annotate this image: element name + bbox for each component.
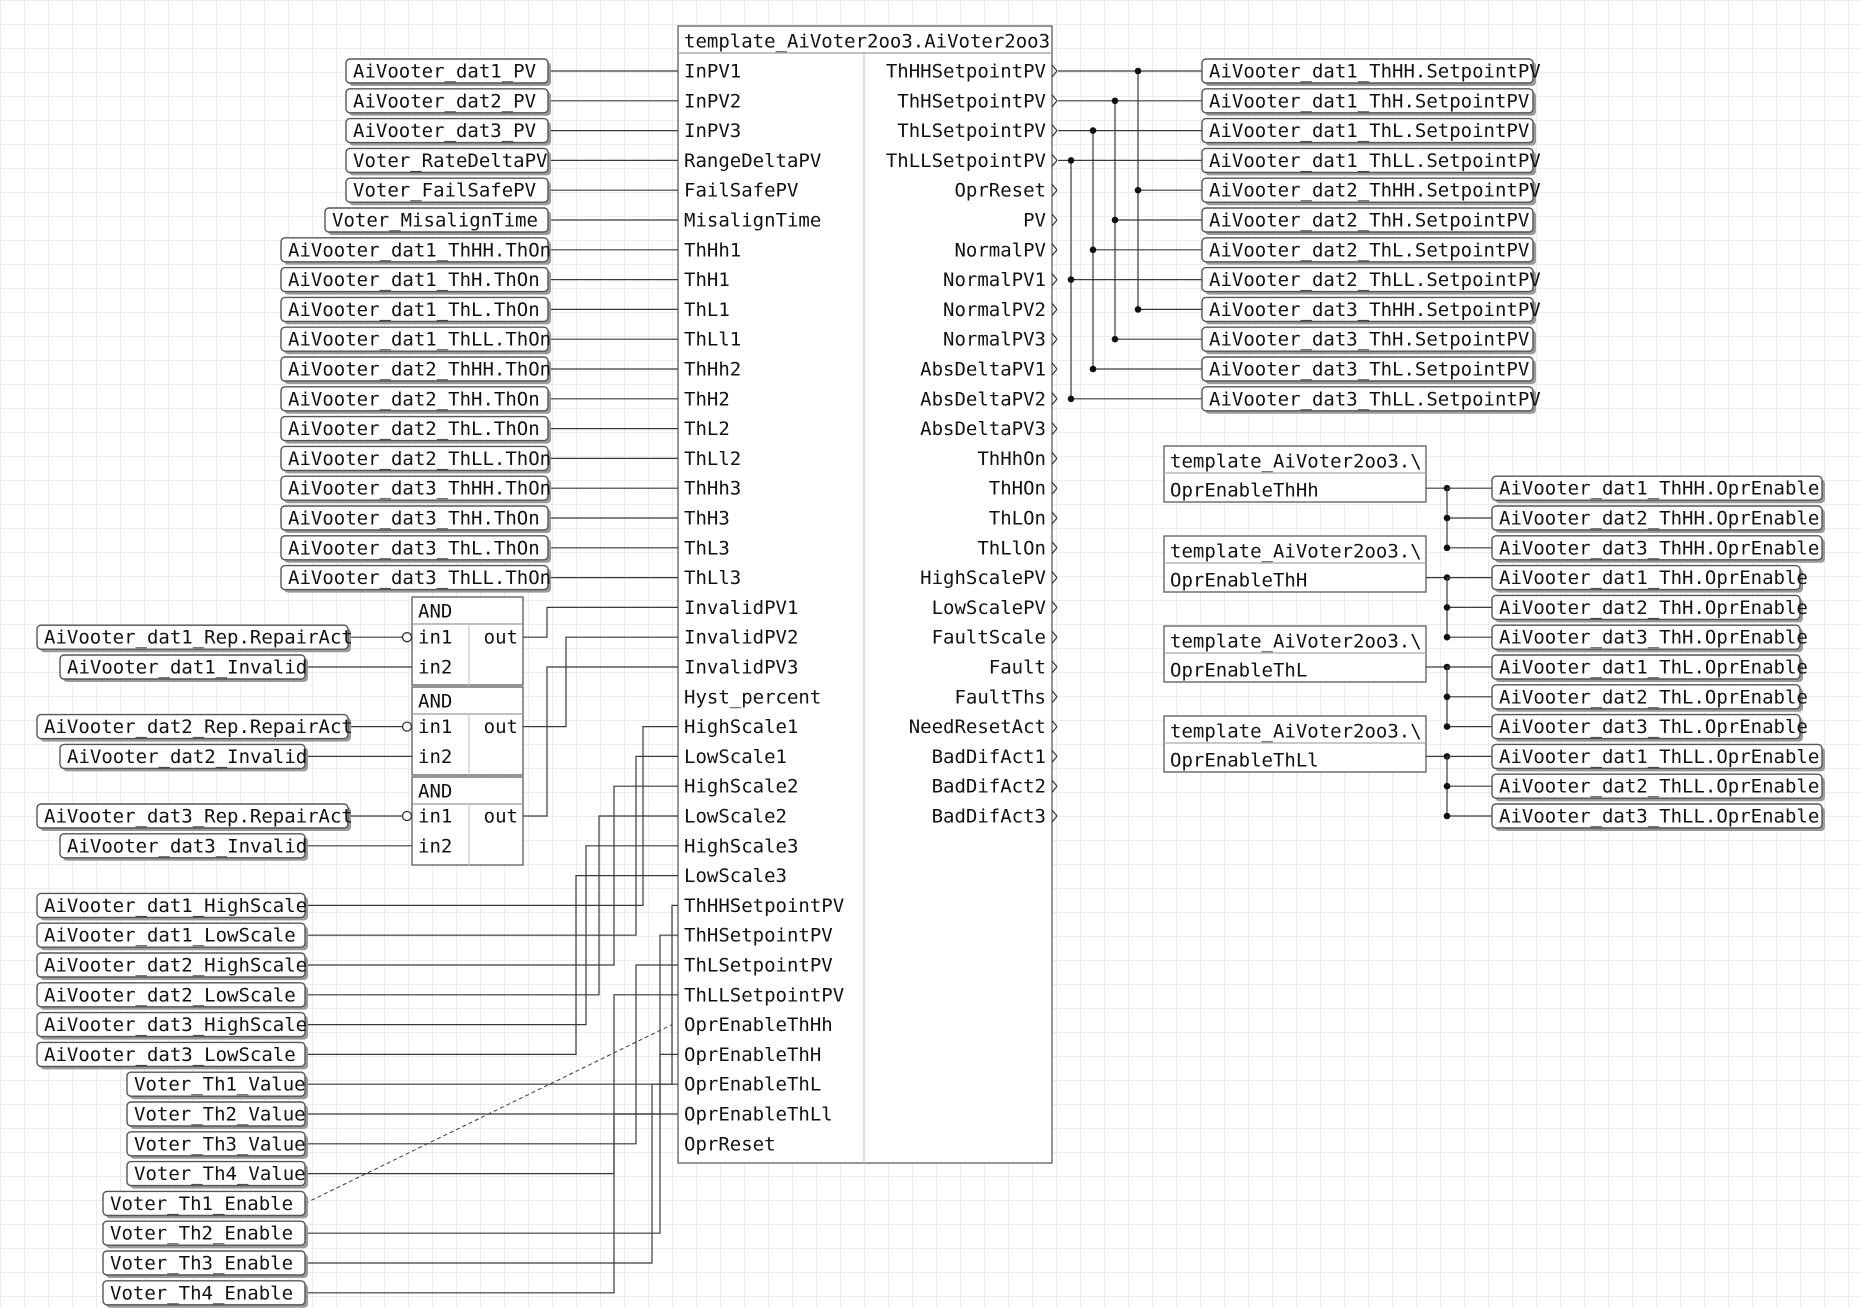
block-output-pin: ThHHSetpointPV bbox=[885, 60, 1046, 83]
output-tag-label: AiVooter_dat2_ThH.OprEnable bbox=[1499, 596, 1808, 619]
opr-source-line2: OprEnableThH bbox=[1170, 569, 1308, 592]
block-input-pin: ThHSetpointPV bbox=[684, 924, 833, 947]
block-input-pin: ThL3 bbox=[684, 537, 730, 560]
block-input-pin: ThH1 bbox=[684, 269, 730, 292]
junction-dot bbox=[1112, 336, 1119, 343]
junction-dot bbox=[1135, 68, 1142, 75]
block-output-pin: FaultThs bbox=[954, 686, 1046, 709]
pin-chevron bbox=[1052, 458, 1057, 464]
input-tag-label: Voter_Th3_Enable bbox=[110, 1252, 294, 1275]
block-title: template_AiVoter2oo3.AiVoter2oo3 bbox=[684, 30, 1051, 53]
opr-source-line2: OprEnableThL bbox=[1170, 659, 1308, 682]
block-output-pin: ThHOn bbox=[988, 477, 1046, 500]
block-input-pin: ThLl3 bbox=[684, 567, 742, 590]
block-output-pin: ThLSetpointPV bbox=[897, 120, 1046, 143]
block-input-pin: ThHh2 bbox=[684, 358, 742, 381]
pin-chevron bbox=[1052, 572, 1057, 578]
pin-chevron bbox=[1052, 423, 1057, 429]
block-input-pin: InvalidPV3 bbox=[684, 656, 799, 679]
block-input-pin: ThH3 bbox=[684, 507, 730, 530]
block-output-pin: OprReset bbox=[954, 179, 1046, 202]
and-gate-in2-pin: in2 bbox=[418, 745, 453, 768]
input-tag-label: AiVooter_dat1_LowScale bbox=[44, 924, 296, 947]
block-input-pin: FailSafePV bbox=[684, 179, 799, 202]
output-tag-label: AiVooter_dat2_ThL.SetpointPV bbox=[1209, 239, 1530, 262]
block-input-pin: InvalidPV2 bbox=[684, 626, 799, 649]
block-input-pin: HighScale2 bbox=[684, 775, 799, 798]
and-gate-in1-pin: in1 bbox=[418, 716, 453, 739]
opr-source-line1: template_AiVoter2oo3.\ bbox=[1170, 720, 1422, 743]
opr-source-line1: template_AiVoter2oo3.\ bbox=[1170, 450, 1422, 473]
input-tag-label: AiVooter_dat3_HighScale bbox=[44, 1014, 308, 1037]
input-tag-label: AiVooter_dat1_Invalid bbox=[67, 656, 308, 679]
input-tag-label: Voter_Th3_Value bbox=[134, 1133, 306, 1156]
output-tag-label: AiVooter_dat2_ThHH.SetpointPV bbox=[1209, 179, 1541, 202]
block-input-pin: HighScale1 bbox=[684, 716, 799, 739]
block-input-pin: InPV2 bbox=[684, 90, 742, 113]
negation-circle bbox=[403, 812, 412, 821]
output-tag-label: AiVooter_dat3_ThH.SetpointPV bbox=[1209, 328, 1530, 351]
block-input-pin: ThLl1 bbox=[684, 328, 742, 351]
pin-chevron bbox=[1052, 160, 1057, 166]
pin-chevron bbox=[1052, 691, 1057, 697]
input-tag-label: AiVooter_dat2_ThL.ThOn bbox=[288, 418, 540, 441]
block-output-pin: PV bbox=[1023, 209, 1046, 232]
block-input-pin: ThLLSetpointPV bbox=[684, 984, 845, 1007]
and-gate-in1-pin: in1 bbox=[418, 626, 453, 649]
input-tag-label: Voter_Th2_Value bbox=[134, 1103, 306, 1126]
block-output-pin: NormalPV bbox=[954, 239, 1046, 262]
output-tag-label: AiVooter_dat2_ThHH.OprEnable bbox=[1499, 507, 1820, 530]
pin-chevron bbox=[1052, 280, 1057, 286]
block-output-pin: AbsDeltaPV1 bbox=[920, 358, 1046, 381]
input-tag-label: AiVooter_dat2_ThHH.ThOn bbox=[288, 358, 552, 381]
and-gate-out-pin: out bbox=[483, 805, 518, 828]
input-tag-label: AiVooter_dat2_Rep.RepairAct bbox=[44, 716, 353, 739]
pin-chevron bbox=[1052, 482, 1057, 488]
and-gate-title: AND bbox=[418, 690, 453, 713]
output-tag-label: AiVooter_dat1_ThHH.SetpointPV bbox=[1209, 60, 1541, 83]
junction-dot bbox=[1112, 98, 1119, 105]
block-output-pin: LowScalePV bbox=[931, 596, 1046, 619]
input-tag-label: AiVooter_dat3_PV bbox=[353, 120, 537, 143]
block-input-pin: OprEnableThH bbox=[684, 1043, 822, 1066]
output-tag-label: AiVooter_dat2_ThL.OprEnable bbox=[1499, 686, 1808, 709]
block-input-pin: ThL1 bbox=[684, 298, 730, 321]
junction-dot bbox=[1444, 694, 1451, 701]
and-gate-out-pin: out bbox=[483, 716, 518, 739]
pin-chevron bbox=[1052, 601, 1057, 607]
block-input-pin: ThLSetpointPV bbox=[684, 954, 833, 977]
block-output-pin: BadDifAct3 bbox=[931, 805, 1046, 828]
block-input-pin: ThHh1 bbox=[684, 239, 742, 262]
block-output-pin: AbsDeltaPV3 bbox=[920, 418, 1046, 441]
pin-chevron bbox=[1052, 750, 1057, 756]
junction-dot bbox=[1444, 813, 1451, 820]
pin-chevron bbox=[1052, 393, 1057, 399]
pin-chevron bbox=[1052, 214, 1057, 220]
input-tag-label: AiVooter_dat2_ThLL.ThOn bbox=[288, 447, 552, 470]
pin-chevron bbox=[1052, 303, 1057, 309]
block-output-pin: ThLLSetpointPV bbox=[885, 149, 1046, 172]
block-output-pin: ThHSetpointPV bbox=[897, 90, 1046, 113]
pin-chevron bbox=[1052, 661, 1057, 667]
pin-chevron bbox=[1052, 548, 1057, 554]
pin-chevron bbox=[1052, 607, 1057, 613]
pin-chevron bbox=[1052, 786, 1057, 792]
pin-chevron bbox=[1052, 333, 1057, 339]
and-gate-in1-pin: in1 bbox=[418, 805, 453, 828]
input-tag-label: AiVooter_dat3_ThLL.ThOn bbox=[288, 567, 552, 590]
and-gate-title: AND bbox=[418, 600, 453, 623]
pin-chevron bbox=[1052, 250, 1057, 256]
block-input-pin: OprEnableThHh bbox=[684, 1014, 833, 1037]
pin-chevron bbox=[1052, 244, 1057, 250]
output-tag-label: AiVooter_dat3_ThHH.SetpointPV bbox=[1209, 298, 1541, 321]
opr-source-line1: template_AiVoter2oo3.\ bbox=[1170, 630, 1422, 653]
input-tag-label: Voter_Th1_Value bbox=[134, 1073, 306, 1096]
junction-dot bbox=[1444, 723, 1451, 730]
junction-dot bbox=[1444, 545, 1451, 552]
opr-source-line2: OprEnableThHh bbox=[1170, 479, 1319, 502]
input-tag-label: Voter_Th4_Value bbox=[134, 1163, 306, 1186]
junction-dot bbox=[1135, 306, 1142, 313]
input-wire bbox=[305, 1114, 678, 1293]
pin-chevron bbox=[1052, 309, 1057, 315]
block-input-pin: InvalidPV1 bbox=[684, 596, 799, 619]
block-output-pin: HighScalePV bbox=[920, 567, 1046, 590]
pin-chevron bbox=[1052, 154, 1057, 160]
pin-chevron bbox=[1052, 721, 1057, 727]
pin-chevron bbox=[1052, 816, 1057, 822]
block-input-pin: InPV1 bbox=[684, 60, 742, 83]
junction-dot bbox=[1090, 366, 1097, 373]
block-output-pin: NormalPV3 bbox=[943, 328, 1046, 351]
output-tag-label: AiVooter_dat3_ThLL.OprEnable bbox=[1499, 805, 1820, 828]
block-input-pin: LowScale2 bbox=[684, 805, 787, 828]
block-input-pin: ThHHSetpointPV bbox=[684, 894, 845, 917]
input-tag-label: AiVooter_dat3_Invalid bbox=[67, 835, 308, 858]
output-tag-label: AiVooter_dat3_ThLL.SetpointPV bbox=[1209, 388, 1541, 411]
output-tag-label: AiVooter_dat2_ThH.SetpointPV bbox=[1209, 209, 1530, 232]
pin-chevron bbox=[1052, 542, 1057, 548]
block-output-pin: NormalPV2 bbox=[943, 298, 1046, 321]
input-tag-label: Voter_FailSafePV bbox=[353, 179, 537, 202]
block-input-pin: ThH2 bbox=[684, 388, 730, 411]
pin-chevron bbox=[1052, 488, 1057, 494]
and-gate-title: AND bbox=[418, 780, 453, 803]
input-tag-label: AiVooter_dat1_ThL.ThOn bbox=[288, 298, 540, 321]
junction-dot bbox=[1444, 515, 1451, 522]
opr-source-line1: template_AiVoter2oo3.\ bbox=[1170, 540, 1422, 563]
block-output-pin: BadDifAct1 bbox=[931, 745, 1046, 768]
block-input-pin: ThL2 bbox=[684, 418, 730, 441]
input-tag-label: AiVooter_dat2_HighScale bbox=[44, 954, 308, 977]
pin-chevron bbox=[1052, 637, 1057, 643]
input-tag-label: AiVooter_dat2_Invalid bbox=[67, 745, 308, 768]
block-input-pin: MisalignTime bbox=[684, 209, 822, 232]
pin-chevron bbox=[1052, 220, 1057, 226]
input-tag-label: AiVooter_dat1_PV bbox=[353, 60, 537, 83]
block-output-pin: FaultScale bbox=[931, 626, 1046, 649]
block-input-pin: LowScale3 bbox=[684, 865, 787, 888]
block-output-pin: ThHhOn bbox=[977, 447, 1046, 470]
block-input-pin: OprEnableThLl bbox=[684, 1103, 833, 1126]
block-input-pin: InPV3 bbox=[684, 120, 742, 143]
pin-chevron bbox=[1052, 631, 1057, 637]
output-tag-label: AiVooter_dat3_ThH.OprEnable bbox=[1499, 626, 1808, 649]
opr-source-line2: OprEnableThLl bbox=[1170, 749, 1319, 772]
block-output-pin: BadDifAct2 bbox=[931, 775, 1046, 798]
pin-chevron bbox=[1052, 667, 1057, 673]
input-tag-label: AiVooter_dat3_ThL.ThOn bbox=[288, 537, 540, 560]
pin-chevron bbox=[1052, 339, 1057, 345]
input-tag-label: AiVooter_dat1_ThHH.ThOn bbox=[288, 239, 552, 262]
negation-circle bbox=[403, 722, 412, 731]
and-gate-in2-pin: in2 bbox=[418, 835, 453, 858]
pin-chevron bbox=[1052, 131, 1057, 137]
pin-chevron bbox=[1052, 697, 1057, 703]
gate-output-wire bbox=[529, 667, 678, 816]
block-input-pin: OprReset bbox=[684, 1133, 776, 1156]
pin-chevron bbox=[1052, 184, 1057, 190]
block-output-pin: NeedResetAct bbox=[908, 716, 1046, 739]
pin-chevron bbox=[1052, 727, 1057, 733]
input-tag-label: AiVooter_dat3_ThHH.ThOn bbox=[288, 477, 552, 500]
and-gate-in2-pin: in2 bbox=[418, 656, 453, 679]
output-tag-label: AiVooter_dat1_ThHH.OprEnable bbox=[1499, 477, 1820, 500]
pin-chevron bbox=[1052, 369, 1057, 375]
block-output-pin: NormalPV1 bbox=[943, 269, 1046, 292]
block-output-pin: ThLOn bbox=[988, 507, 1046, 530]
junction-dot bbox=[1444, 783, 1451, 790]
pin-chevron bbox=[1052, 518, 1057, 524]
pin-chevron bbox=[1052, 274, 1057, 280]
pin-chevron bbox=[1052, 65, 1057, 71]
pin-chevron bbox=[1052, 578, 1057, 584]
input-tag-label: AiVooter_dat1_Rep.RepairAct bbox=[44, 626, 353, 649]
pin-chevron bbox=[1052, 71, 1057, 77]
junction-dot bbox=[1444, 634, 1451, 641]
pin-chevron bbox=[1052, 780, 1057, 786]
junction-dot bbox=[1068, 276, 1075, 283]
block-output-pin: AbsDeltaPV2 bbox=[920, 388, 1046, 411]
pin-chevron bbox=[1052, 101, 1057, 107]
block-input-pin: OprEnableThL bbox=[684, 1073, 822, 1096]
negation-circle bbox=[403, 633, 412, 642]
output-tag-label: AiVooter_dat1_ThLL.SetpointPV bbox=[1209, 149, 1541, 172]
gate-output-wire bbox=[529, 607, 678, 637]
output-tag-label: AiVooter_dat1_ThL.OprEnable bbox=[1499, 656, 1808, 679]
output-tag-label: AiVooter_dat3_ThHH.OprEnable bbox=[1499, 537, 1820, 560]
block-input-pin: RangeDeltaPV bbox=[684, 149, 822, 172]
output-tag-label: AiVooter_dat3_ThL.OprEnable bbox=[1499, 716, 1808, 739]
output-tag-label: AiVooter_dat1_ThH.OprEnable bbox=[1499, 567, 1808, 590]
input-tag-label: AiVooter_dat1_HighScale bbox=[44, 894, 308, 917]
input-tag-label: AiVooter_dat1_ThLL.ThOn bbox=[288, 328, 552, 351]
gate-output-wire bbox=[529, 637, 678, 726]
junction-dot bbox=[1068, 157, 1075, 164]
output-tag-label: AiVooter_dat2_ThLL.SetpointPV bbox=[1209, 269, 1541, 292]
pin-chevron bbox=[1052, 512, 1057, 518]
output-tag-label: AiVooter_dat1_ThL.SetpointPV bbox=[1209, 120, 1530, 143]
input-tag-label: Voter_Th2_Enable bbox=[110, 1222, 294, 1245]
output-tag-label: AiVooter_dat1_ThLL.OprEnable bbox=[1499, 745, 1820, 768]
pin-chevron bbox=[1052, 756, 1057, 762]
input-tag-label: Voter_Th1_Enable bbox=[110, 1192, 294, 1215]
input-tag-label: AiVooter_dat1_ThH.ThOn bbox=[288, 269, 540, 292]
output-tag-label: AiVooter_dat3_ThL.SetpointPV bbox=[1209, 358, 1530, 381]
output-tag-label: AiVooter_dat2_ThLL.OprEnable bbox=[1499, 775, 1820, 798]
input-tag-label: AiVooter_dat2_ThH.ThOn bbox=[288, 388, 540, 411]
input-tag-label: AiVooter_dat3_Rep.RepairAct bbox=[44, 805, 353, 828]
pin-chevron bbox=[1052, 810, 1057, 816]
pin-chevron bbox=[1052, 125, 1057, 131]
pin-chevron bbox=[1052, 452, 1057, 458]
input-tag-label: Voter_MisalignTime bbox=[332, 209, 538, 232]
junction-dot bbox=[1090, 247, 1097, 254]
junction-dot bbox=[1135, 187, 1142, 194]
junction-dot bbox=[1444, 604, 1451, 611]
pin-chevron bbox=[1052, 429, 1057, 435]
block-input-pin: HighScale3 bbox=[684, 835, 799, 858]
input-tag-label: Voter_Th4_Enable bbox=[110, 1282, 294, 1305]
block-input-pin: Hyst_percent bbox=[684, 686, 822, 709]
block-output-pin: Fault bbox=[988, 656, 1046, 679]
and-gate-out-pin: out bbox=[483, 626, 518, 649]
input-tag-label: AiVooter_dat2_LowScale bbox=[44, 984, 296, 1007]
junction-dot bbox=[1068, 396, 1075, 403]
input-tag-label: Voter_RateDeltaPV bbox=[353, 149, 548, 172]
junction-dot bbox=[1090, 127, 1097, 134]
input-tag-label: AiVooter_dat3_LowScale bbox=[44, 1043, 296, 1066]
input-tag-label: AiVooter_dat3_ThH.ThOn bbox=[288, 507, 540, 530]
pin-chevron bbox=[1052, 95, 1057, 101]
block-output-pin: ThLlOn bbox=[977, 537, 1046, 560]
junction-dot bbox=[1112, 217, 1119, 224]
input-tag-label: AiVooter_dat2_PV bbox=[353, 90, 537, 113]
block-input-pin: LowScale1 bbox=[684, 745, 787, 768]
pin-chevron bbox=[1052, 363, 1057, 369]
block-input-pin: ThLl2 bbox=[684, 447, 742, 470]
pin-chevron bbox=[1052, 399, 1057, 405]
block-input-pin: ThHh3 bbox=[684, 477, 742, 500]
output-tag-label: AiVooter_dat1_ThH.SetpointPV bbox=[1209, 90, 1530, 113]
pin-chevron bbox=[1052, 190, 1057, 196]
